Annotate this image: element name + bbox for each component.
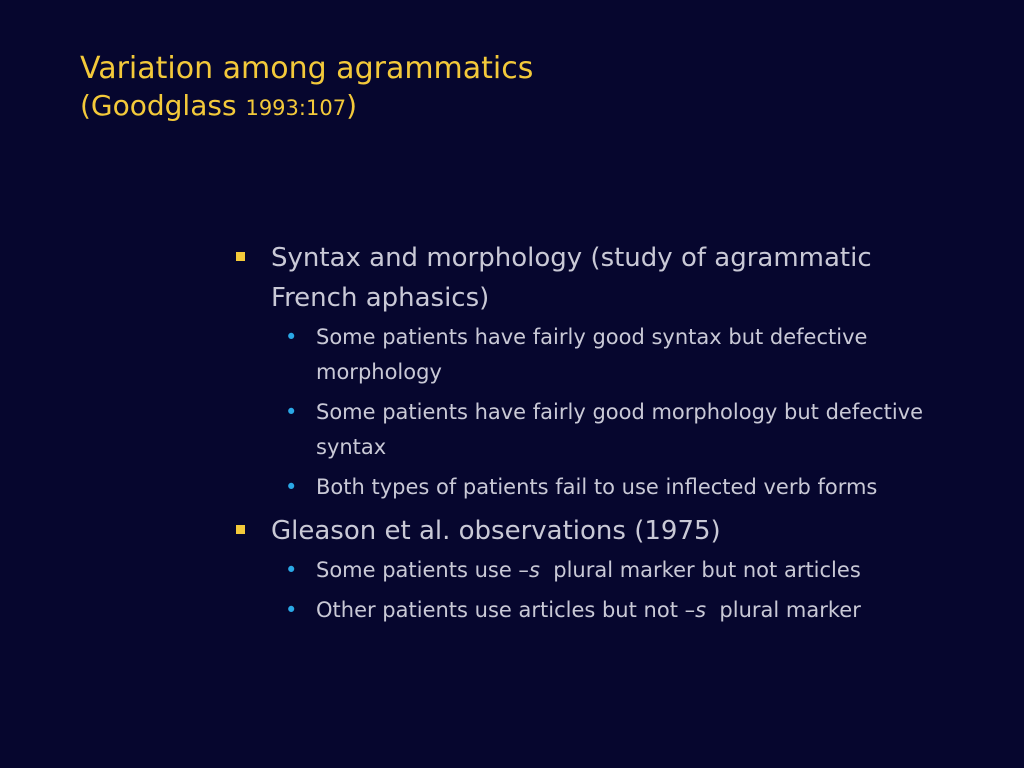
dot-bullet-icon: • [285, 325, 298, 349]
sub-bullet-text-after: plural marker [706, 598, 861, 622]
slide-content [232, 238, 952, 634]
dot-bullet-icon: • [285, 400, 298, 424]
square-bullet-icon [236, 525, 245, 534]
sub-bullet-text-before: Some patients use – [316, 558, 529, 582]
sublist-gleason-observations [285, 553, 952, 628]
sub-bullet-text-italic: s [528, 558, 540, 582]
dot-bullet-icon: • [285, 558, 298, 582]
bullet-gleason-observations [232, 511, 952, 551]
bullet-syntax-morphology [232, 238, 952, 318]
title-line-1: Variation among agrammatics [80, 51, 534, 86]
title-line-2 [80, 88, 880, 126]
bullet-text: Gleason et al. observations (1975) [271, 516, 721, 546]
slide-title [80, 50, 880, 126]
sub-bullet-text-after: plural marker but not articles [539, 558, 861, 582]
sub-bullet [285, 553, 952, 588]
title-citation-author: (Goodglass [80, 89, 246, 122]
sub-bullet [285, 470, 952, 505]
title-citation-close: ) [346, 89, 357, 122]
sub-bullet [285, 320, 952, 390]
sublist-syntax-morphology [285, 320, 952, 505]
sub-bullet [285, 395, 952, 465]
sub-bullet-text: Some patients have fairly good morphology but defective syntax [316, 400, 924, 459]
sub-bullet-text-italic: s [695, 598, 707, 622]
dot-bullet-icon: • [285, 475, 298, 499]
title-citation-year: 1993:107 [245, 96, 347, 120]
dot-bullet-icon: • [285, 598, 298, 622]
square-bullet-icon [236, 252, 245, 261]
sub-bullet-text-before: Other patients use articles but not – [316, 598, 696, 622]
sub-bullet-text: Both types of patients fail to use inflected verb forms [316, 475, 878, 499]
sub-bullet [285, 593, 952, 628]
bullet-text: Syntax and morphology (study of agrammatic French aphasics) [271, 243, 872, 313]
sub-bullet-text: Some patients have fairly good syntax but defective morphology [316, 325, 868, 384]
